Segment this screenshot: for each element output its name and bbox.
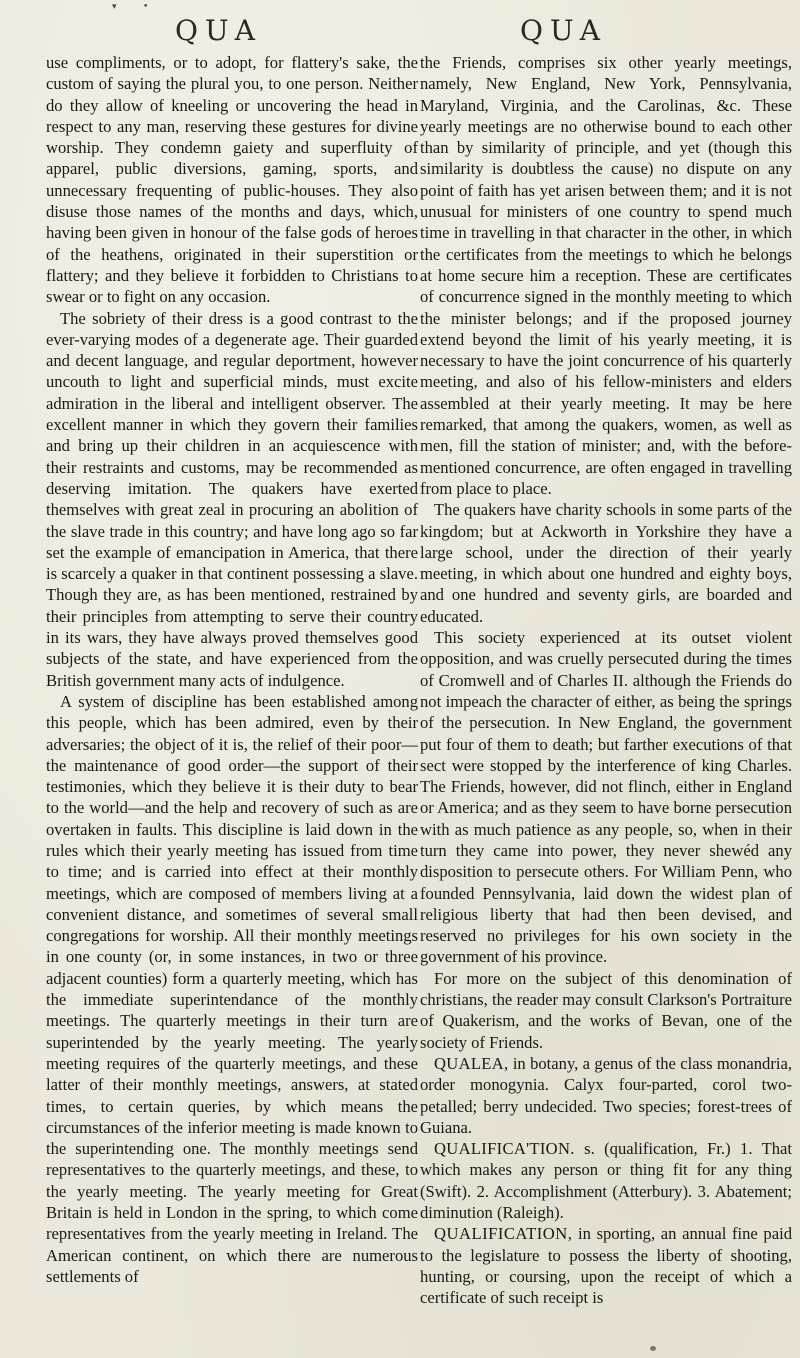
entry-headword: QUALEA,: [434, 1053, 509, 1073]
dictionary-entry: [420, 1053, 792, 1138]
entry-headword: QUALIFICATION,: [434, 1224, 573, 1244]
entry-definition: s. (qualification, Fr.) 1. That which makes any person or thing fit for any thing (Swift). 2. Accomplishment (Atterbury). 3. Abatement; diminution (Raleigh).: [420, 1139, 792, 1223]
entry-definition: in sporting, an annual fine paid to the legislature to possess the liberty of shooting, hunting, or coursing, upon the receipt of which a certificate of such receipt is: [420, 1224, 792, 1308]
paragraph: This society experienced at its outset violent opposition, and was cruelly persecuted during the times of Cromwell and of Charles II. although the Friends do not impeach the character of either, as being the springs of the persecution. In New England, the government put four of them to death; but farther executions of that sect were stopped by the interference of king Charles. The Friends, however, did not flinch, either in England or America; and as they seem to have borne persecution with as much patience as any people, so, when in their turn they came into power, they never shewéd any disposition to persecute others. For William Penn, who founded Pennsylvania, laid down the widest plan of religious liberty that had then been devised, and reserved no privileges for his own society in the government of his province.: [420, 628, 792, 967]
left-column: [46, 52, 418, 1287]
dictionary-entry: [420, 1223, 792, 1308]
paragraph: A system of discipline has been established among this people, which has been admired, even by their adversaries; the object of it is, the relief of their poor—the maintenance of good order—the support of their testimonies, which they believe it is their duty to bear to the world—and the help and recovery of such as are overtaken in faults. This discipline is laid down in the rules which their yearly meeting has issued from time to time; and is carried into effect at their monthly meetings, which are composed of members living at a convenient distance, and sometimes of several small congregations for worship. All their monthly meetings in one county (or, in some instances, in two or three adjacent counties) form a quarterly meeting, which has the immediate superintendance of the monthly meetings. The quarterly meetings in their turn are superintended by the yearly meeting. The yearly meeting requires of the quarterly meetings, and these latter of their monthly meetings, answers, at stated times, to certain queries, by which means the circumstances of the inferior meeting is made known to the superintending one. The monthly meetings send representatives to the quarterly meetings, and these, to the yearly meeting. The yearly meeting for Great Britain is held in London in the spring, to which come representatives from the yearly meeting in Ireland. The American continent, on which there are numerous settlements of: [46, 691, 418, 1286]
entry-headword: QUALIFICA'TION.: [434, 1139, 575, 1159]
print-speck: ▾: [112, 2, 117, 12]
paragraph: the Friends, comprises six other yearly meetings, namely, New England, New York, Pennsylvania, Maryland, Virginia, and the Carolinas, &c. These yearly meetings are no otherwise bound to each other than by similarity of principle, and yet (though this similarity is doubtless the cause) no dispute on any point of faith has yet arisen between them; and it is not unusual for ministers of one country to spend much time in travelling in that character in the other, in which the certificates from the meetings to which he belongs at home secure him a reception. These are certificates of concurrence signed in the monthly meeting to which the minister belongs; and if the proposed journey extend beyond the limit of his yearly meeting, it is necessary to have the joint concurrence of his quarterly meeting, and also of his fellow-ministers and elders assembled at their yearly meeting. It may be here remarked, that among the quakers, women, as well as men, fill the station of minister; and, with the before-mentioned concurrence, are often engaged in travelling from place to place.: [420, 53, 792, 498]
print-speck: •: [143, 2, 149, 12]
ink-spot: [650, 1346, 656, 1351]
running-head-right: QUA: [520, 14, 607, 47]
paragraph: For more on the subject of this denomination of christians, the reader may consult Clarkson's Portraiture of Quakerism, and the works of Bevan, one of the society of Friends.: [420, 968, 792, 1052]
right-column: [420, 52, 792, 1309]
dictionary-entry: [420, 1138, 792, 1223]
paragraph: use compliments, or to adopt, for flattery's sake, the custom of saying the plural you, to one person. Neither do they allow of kneeling or uncovering the head in respect to any man, reserving these gestures for divine worship. They condemn gaiety and superfluity of apparel, public diversions, gaming, sports, and unnecessary frequenting of public-houses. They also disuse those names of the months and days, which, having been given in honour of the false gods of heroes of the heathens, originated in their superstition or flattery; and they believe it forbidden to Christians to swear or to fight on any occasion.: [46, 53, 418, 307]
running-head-left: QUA: [175, 14, 262, 47]
entry-definition: in botany, a genus of the class monandria, order monogynia. Calyx four-parted, corol two-petalled; berry undecided. Two species; forest-trees of Guiana.: [420, 1053, 792, 1137]
paragraph: The quakers have charity schools in some parts of the kingdom; but at Ackworth in Yorkshire they have a large school, under the direction of their yearly meeting, in which about one hundred and eighty boys, and one hundred and seventy girls, are boarded and educated.: [420, 500, 792, 626]
paragraph: The sobriety of their dress is a good contrast to the ever-varying modes of a degenerate age. Their guarded and decent language, and regular deportment, however uncouth to light and superficial minds, must excite admiration in the liberal and intelligent observer. The excellent manner in which they govern their families and bring up their children in an acquiescence with their restraints and customs, may be recommended as deserving imitation. The quakers have exerted themselves with great zeal in procuring an abolition of the slave trade in this country; and have long ago so far set the example of emancipation in America, that there is scarcely a quaker in that continent possessing a slave. Though they are, as has been mentioned, restrained by their principles from attempting to serve their country in its wars, they have always proved themselves good subjects of the state, and have experienced from the British government many acts of indulgence.: [46, 308, 418, 690]
